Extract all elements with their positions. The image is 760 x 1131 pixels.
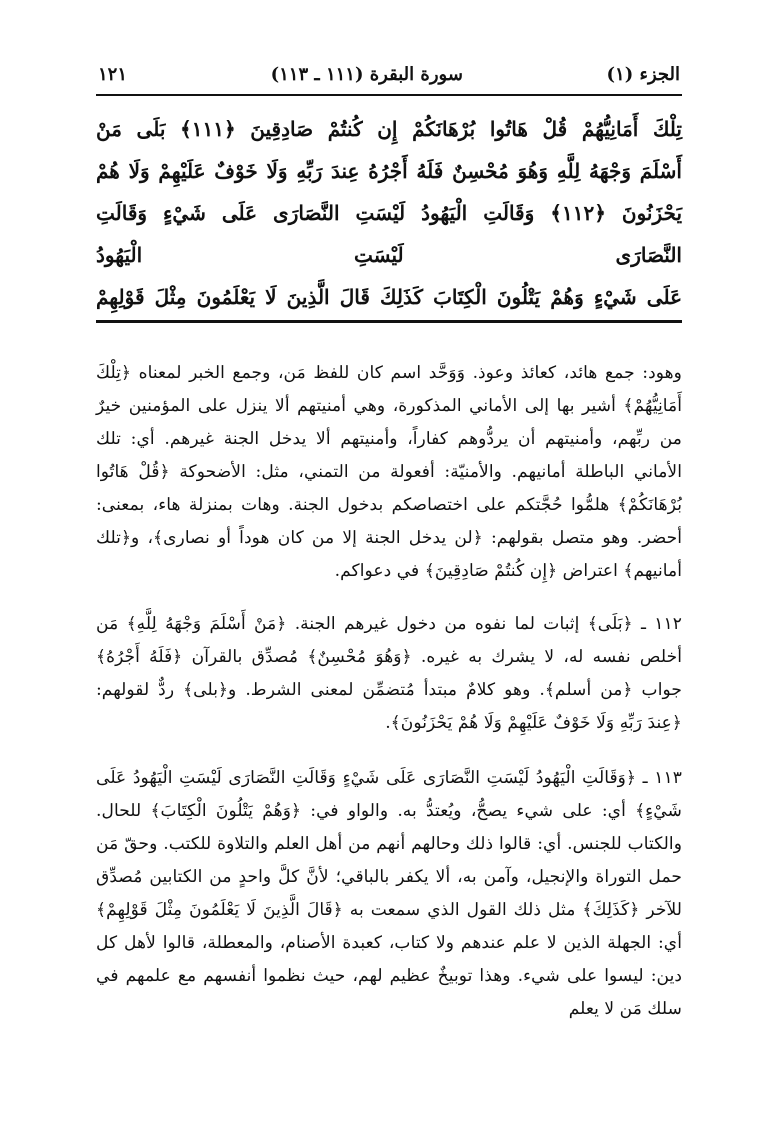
quran-line: عَلَى شَيْءٍ وَهُمْ يَتْلُونَ الْكِتَابَ كَذَلِكَ قَالَ الَّذِينَ لَا يَعْلَمُونَ مِثْلَ قَوْلِهِمْ <box>96 285 682 309</box>
commentary-line: ١١٣ ـ ﴿وَقَالَتِ الْيَهُودُ لَيْسَتِ النَّصَارَى عَلَى شَيْءٍ وَقَالَتِ النَّصَارَى لَيْسَتِ الْيَهُودُ عَلَى <box>96 768 682 788</box>
commentary-section-112 <box>96 608 682 740</box>
commentary-line: وهذا توبيخٌ عظيم لهم، حيث نظموا أنفسهم مع علمهم في سلك مَن لا يعلم <box>96 966 682 1019</box>
commentary-line: المؤمنين خيرٌ من ربِّهم، وأمنيتهم أن يردُّوهم كفاراً، وأمنيتهم ألا يدخل الجنة <box>96 396 683 449</box>
quran-line: تِلْكَ أَمَانِيُّهُمْ قُلْ هَاتُوا بُرْهَانَكُمْ إِن كُنتُمْ صَادِقِينَ ﴿١١١﴾ بَلَى مَنْ <box>96 117 682 141</box>
surah-title: سورة البقرة (١١١ ـ ١١٣) <box>270 64 463 85</box>
page-header <box>96 58 682 92</box>
commentary-line: الجنة إلا من كان هوداً أو نصارى﴾، و﴿تلك أمانيهم﴾ اعتراض ﴿إِن كُنتُمْ <box>96 528 682 581</box>
commentary-line: ﴿تِلْكَ أَمَانِيُّهُمْ﴾ أشير بها إلى الأماني المذكورة، وهي أمنيتهم ألا ينزل على <box>96 363 683 416</box>
quran-line: يَحْزَنُونَ ﴿١١٢﴾ وَقَالَتِ الْيَهُودُ لَيْسَتِ النَّصَارَى عَلَى شَيْءٍ وَقَالَتِ النَّصَارَى لَيْسَتِ الْيَهُودُ <box>96 201 683 267</box>
commentary-line: الأضحوكة ﴿قُلْ هَاتُوا بُرْهَانَكُمْ﴾ هلمُّوا حُجَّتكم على اختصاصكم بدخول <box>96 462 682 515</box>
commentary-line: والتلاوة للكتب. وحقّ مَن حمل التوراة والإنجيل، وآمن به، ألا يكفر بالباقي؛ <box>96 834 682 887</box>
commentary-line: ١١٢ ـ ﴿بَلَى﴾ إثبات لما نفوه من دخول غيرهم الجنة. ﴿مَنْ أَسْلَمَ وَجْهَهُ <box>165 614 682 634</box>
quran-line: أَسْلَمَ وَجْهَهُ لِلَّهِ وَهُوَ مُحْسِنٌ فَلَهُ أَجْرُهُ عِندَ رَبِّهِ وَلَا خَوْفٌ عَلَيْهِمْ وَلَا هُمْ <box>96 159 682 183</box>
commentary-line: صَادِقِينَ﴾ في دعواكم. <box>334 561 489 581</box>
commentary-line: سمعت به ﴿قَالَ الَّذِينَ لَا يَعْلَمُونَ مِثْلَ قَوْلِهِمْ﴾ أي: الجهلة الذين لا علم عندهم <box>96 900 682 953</box>
commentary-line: الجنة. وهات بمنزلة هاء، بمعنى: أحضر. وهو متصل بقولهم: ﴿لن يدخل <box>96 495 682 548</box>
commentary-line: و﴿بلى﴾ ردٌّ لقولهم: ﴿عِندَ رَبِّهِ وَلَا خَوْفٌ عَلَيْهِمْ وَلَا هُمْ يَحْزَنُونَ﴾. <box>96 680 682 733</box>
quran-divider <box>96 320 682 323</box>
commentary-text <box>96 357 682 1026</box>
book-page <box>96 58 682 1048</box>
commentary-line: لأنَّ كلَّ واحدٍ من الكتابين مُصدِّق للآخر ﴿كَذَلِكَ﴾ مثل ذلك القول الذي <box>96 867 682 920</box>
commentary-line: شَيْءٍ﴾ أي: على شيء يصحُّ، ويُعتدُّ به. والواو في: ﴿وَهُمْ يَتْلُونَ الْكِتَابَ﴾ <box>150 801 682 821</box>
commentary-line: لِلَّهِ﴾ مَن أخلص نفسه له، لا يشرك به غيره. ﴿وَهُوَ مُحْسِنٌ﴾ مُصدِّق بالقرآن <box>96 614 682 667</box>
quran-text <box>96 108 682 320</box>
part-label: الجزء (١) <box>606 64 680 85</box>
commentary-line: وهود: جمع هائد، كعائذ وعوذ. وَوَحَّد اسم كان للفظ مَن، وجمع الخبر لمعناه <box>138 363 682 383</box>
commentary-line: ولا كتاب، كعبدة الأصنام، والمعطلة، قالوا لأهل كل دين: ليسوا على شيء. <box>96 933 683 986</box>
header-divider <box>96 94 682 96</box>
commentary-line: غيرهم. أي: تلك الأماني الباطلة أمانيهم. والأمنيّة: أفعولة من التمني، مثل: <box>96 429 683 482</box>
commentary-intro <box>96 357 682 588</box>
commentary-line: للحال. والكتاب للجنس. أي: قالوا ذلك وحالهم أنهم من أهل العلم <box>96 801 682 854</box>
page-number: ١٢١ <box>98 64 128 85</box>
commentary-line: ﴿فَلَهُ أَجْرُهُ﴾ جواب ﴿من أسلم﴾. وهو كلامٌ مبتدأ مُتضمِّن لمعنى الشرط. <box>96 647 682 700</box>
commentary-section-113 <box>96 762 682 1026</box>
